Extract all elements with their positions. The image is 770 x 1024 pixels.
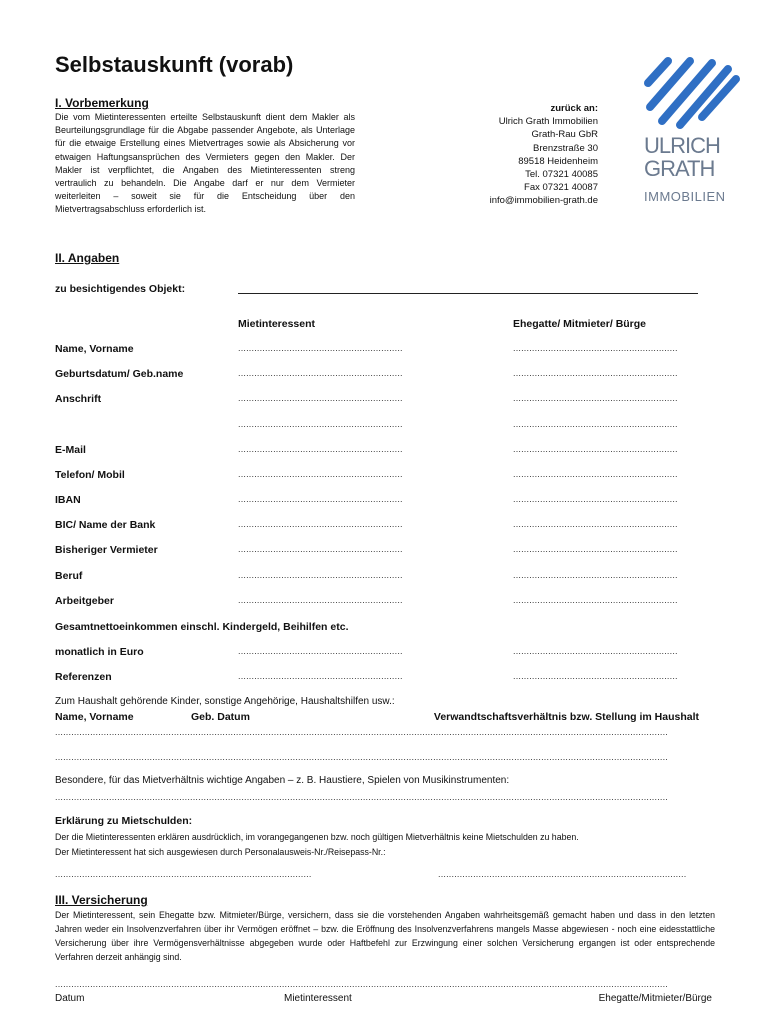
row-label: Beruf [55,570,83,582]
section3-heading: III. Versicherung [55,893,148,907]
row-label: Geburtsdatum/ Geb.name [55,368,184,380]
row-label: Arbeitgeber [55,595,114,607]
row-tenant-field[interactable]: ............................................................. [238,595,403,605]
row-spouse-field[interactable]: ............................................................. [513,343,678,353]
logo-text-immobilien: IMMOBILIEN [644,189,726,204]
col-header-spouse: Ehegatte/ Mitmieter/ Bürge [513,318,647,330]
id-text: Der Mietinteressent hat sich ausgewiesen durch Personalausweis-Nr./Reisepass-Nr.: [55,847,386,857]
address-line: Ulrich Grath Immobilien [498,116,598,128]
row-tenant-field[interactable]: ............................................................. [238,494,403,504]
address-heading: zurück an: [550,103,598,114]
household-col-relation: Verwandtschaftsverhältnis bzw. Stellung im Haushalt [433,711,699,723]
household-col-birthdate: Geb. Datum [191,711,250,723]
household-text: Zum Haushalt gehörende Kinder, sonstige Angehörige, Haushaltshilfen usw.: [55,696,395,707]
debt-heading: Erklärung zu Mietschulden: [55,815,193,827]
object-input-line[interactable] [238,293,698,294]
section1-heading: I. Vorbemerkung [55,96,149,110]
debt-text: Der die Mietinteressenten erklären ausdrücklich, im vorangegangenen bzw. noch gültigen Mietverhältnis keine Mietschulden zu haben. [55,832,579,842]
row-spouse-field[interactable]: ............................................................. [513,444,678,454]
household-field-2[interactable]: ................................................................................................................................................................................................................................... [55,752,669,762]
row-spouse-field[interactable]: ............................................................. [513,469,678,479]
special-field[interactable]: ................................................................................................................................................................................................................................... [55,792,669,802]
address-line: 89518 Heidenheim [518,155,598,167]
row-spouse-field[interactable]: ............................................................. [513,544,678,554]
id-field-2[interactable]: ............................................................................................ [438,869,687,879]
monthly-label: monatlich in Euro [55,646,144,658]
row-tenant-field[interactable]: ............................................................. [238,368,403,378]
income-label: Gesamtnettoeinkommen einschl. Kindergeld, Beihilfen etc. [55,621,349,633]
special-text: Besondere, für das Mietverhältnis wichtige Angaben – z. B. Haustiere, Spielen von Musikinstrumenten: [55,775,510,786]
section3-text: Der Mietinteressent, sein Ehegatte bzw. Mitmieter/Bürge, versichern, dass sie die vorstehenden Angaben wahrheitsgemäß gemacht haben und dass in den letzten Jahren weder ein Insolvenzverfahren über ihr Vermögen eröffnet – bzw. die Eröffnung des Insolvenzverfahrens mangels Masse abgewiesen - noch eine eidesstattliche Versicherung über ihre Vermögensverhältnisse abgegeben wurde oder Haftbefehl zur Erzwingung einer solchen Versicherung ergangen ist oder entsprechende Verfahren derzeit anhängig sind. [55,910,715,962]
address-email: info@immobilien-grath.de [489,195,598,207]
row-tenant-field[interactable]: ............................................................. [238,544,403,554]
row-tenant-field[interactable]: ............................................................. [238,570,403,580]
document-title: Selbstauskunft (vorab) [55,52,294,77]
address-line: Tel. 07321 40085 [525,169,598,181]
address-line: Fax 07321 40087 [524,182,598,194]
row-spouse-field[interactable]: ............................................................. [513,570,678,580]
logo-text-grath: GRATH [644,156,715,181]
row-spouse-field[interactable]: ............................................................. [513,494,678,504]
references-spouse-field[interactable]: ............................................................. [513,671,678,681]
row-tenant-field[interactable]: ............................................................. [238,444,403,454]
signature-spouse-label: Ehegatte/Mitmieter/Bürge [598,993,712,1004]
section2-heading: II. Angaben [55,251,120,265]
company-logo [640,55,750,215]
row-spouse-field[interactable]: ............................................................. [513,368,678,378]
signature-date-label: Datum [55,993,85,1004]
household-field-1[interactable]: ................................................................................................................................................................................................................................... [55,727,669,737]
col-header-tenant: Mietinteressent [238,318,316,330]
row-tenant-field[interactable]: ............................................................. [238,393,403,403]
id-field-1[interactable]: ............................................................................................... [55,869,312,879]
row-tenant-field[interactable]: ............................................................. [238,469,403,479]
return-address [490,102,598,208]
references-tenant-field[interactable]: ............................................................. [238,671,403,681]
row-tenant-field[interactable]: ............................................................. [238,519,403,529]
row-tenant-field[interactable]: ............................................................. [238,343,403,353]
income-tenant-field[interactable]: ............................................................. [238,646,403,656]
household-col-name: Name, Vorname [55,711,134,723]
logo-text-ulrich: ULRICH [644,133,720,158]
income-spouse-field[interactable]: ............................................................. [513,646,678,656]
row-label: Name, Vorname [55,343,134,355]
row-label: Telefon/ Mobil [55,469,125,481]
references-label: Referenzen [55,671,112,683]
object-label: zu besichtigendes Objekt: [55,283,186,295]
row-label: IBAN [55,494,81,506]
row-label: E-Mail [55,444,86,456]
row-spouse-field[interactable]: ............................................................. [513,595,678,605]
address-line: Brenzstraße 30 [533,142,598,154]
row-tenant-field[interactable]: ............................................................. [238,419,403,429]
row-spouse-field[interactable]: ............................................................. [513,393,678,403]
row-label: BIC/ Name der Bank [55,519,156,531]
row-label: Bisheriger Vermieter [55,544,158,556]
address-line: Grath-Rau GbR [531,129,598,141]
signature-tenant-label: Mietinteressent [284,993,352,1004]
row-spouse-field[interactable]: ............................................................. [513,419,678,429]
section1-text: Die vom Mietinteressenten erteilte Selbstauskunft dient dem Makler als Beurteilungsgrundlage für die Abgabe passender Angebote, als Unterlage für die etwaige Erstellung eines Mietvertrages sowie als Absicherung vor etwaigen Haftungsansprüchen des Vermieters gegen den Makler. Der Makler ist verpflichtet, die Angaben des Mietinteressenten streng vertraulich zu behandeln. Die Angabe darf er nur dem Vermieter weiterleiten – soweit sie für die Entscheidung über den Mietvertragsabschluss erforderlich ist. [55,112,355,215]
row-label: Anschrift [55,393,102,405]
row-spouse-field[interactable]: ............................................................. [513,519,678,529]
signature-line[interactable]: ................................................................................................................................................................................................................................... [55,979,669,989]
